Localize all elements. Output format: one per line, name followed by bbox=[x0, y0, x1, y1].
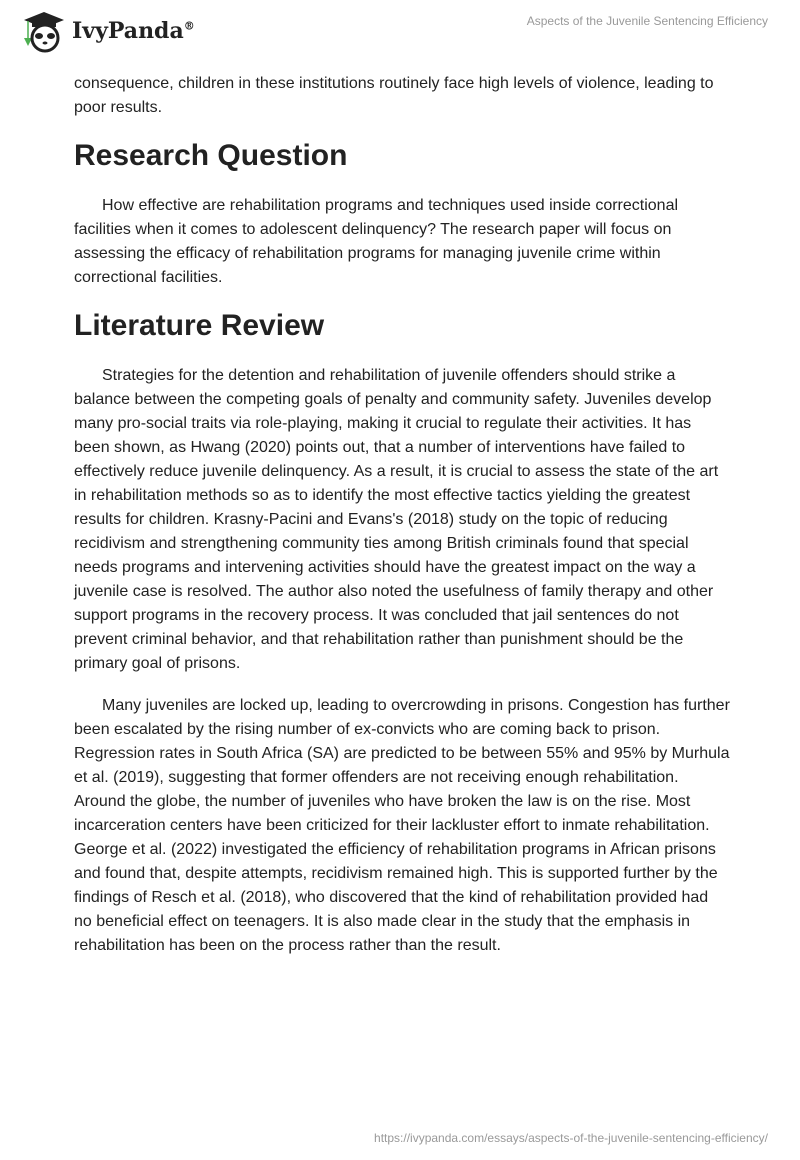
section-heading-literature-review: Literature Review bbox=[74, 309, 325, 342]
intro-paragraph: consequence, children in these institutions routinely face high levels of violence, leading to poor results. bbox=[74, 75, 714, 116]
section-heading-research-question: Research Question bbox=[74, 139, 348, 172]
panda-graduate-icon bbox=[20, 8, 66, 54]
logo-text: IvyPanda® bbox=[72, 18, 195, 44]
ivypanda-logo[interactable] bbox=[20, 8, 195, 54]
paragraph: Strategies for the detention and rehabilitation of juvenile offenders should strike a balance between the competing goals of penalty and community safety. Juveniles develop many pro-social traits via role-playing, making it crucial to regulate their activities. It has been shown, as Hwang (2020) points out, that a number of interventions have failed to effectively reduce juvenile delinquency. As a result, it is crucial to assess the state of the art in rehabilitation methods so as to identify the most effective tactics yielding the greatest results for children. Krasny-Pacini and Evans's (2018) study on the topic of reducing recidivism and strengthening community ties among British criminals found that special needs programs and intervening activities should have the greatest impact on the way a juvenile case is resolved. The author also noted the usefulness of family therapy and other support programs in the recovery process. It was concluded that jail sentences do not prevent criminal behavior, and that rehabilitation rather than punishment should be the primary goal of prisons. bbox=[74, 367, 719, 672]
document-title: Aspects of the Juvenile Sentencing Efficiency bbox=[526, 14, 768, 28]
source-url[interactable]: https://ivypanda.com/essays/aspects-of-the-juvenile-sentencing-efficiency/ bbox=[374, 1131, 768, 1145]
paragraph: How effective are rehabilitation programs and techniques used inside correctional facilities when it comes to adolescent delinquency? The research paper will focus on assessing the efficacy of rehabilitation programs for managing juvenile crime within correctional facilities. bbox=[74, 197, 679, 286]
paragraph: Many juveniles are locked up, leading to overcrowding in prisons. Congestion has further been escalated by the rising number of ex-convicts who are coming back to prison. Regression rates in South Africa (SA) are predicted to be between 55% and 95% by Murhula et al. (2019), suggesting that former offenders are not receiving enough rehabilitation. Around the globe, the number of juveniles who have broken the law is on the rise. Most incarceration centers have been criticized for their lackluster effort to inmate rehabilitation. George et al. (2022) investigated the efficiency of rehabilitation programs in African prisons and found that, despite attempts, recidivism remained high. This is supported further by the findings of Resch et al. (2018), who discovered that the kind of rehabilitation provided had no beneficial effect on teenagers. It is also made clear in the study that the emphasis in rehabilitation has been on the process rather than the result. bbox=[74, 697, 730, 954]
document-body bbox=[74, 72, 730, 976]
